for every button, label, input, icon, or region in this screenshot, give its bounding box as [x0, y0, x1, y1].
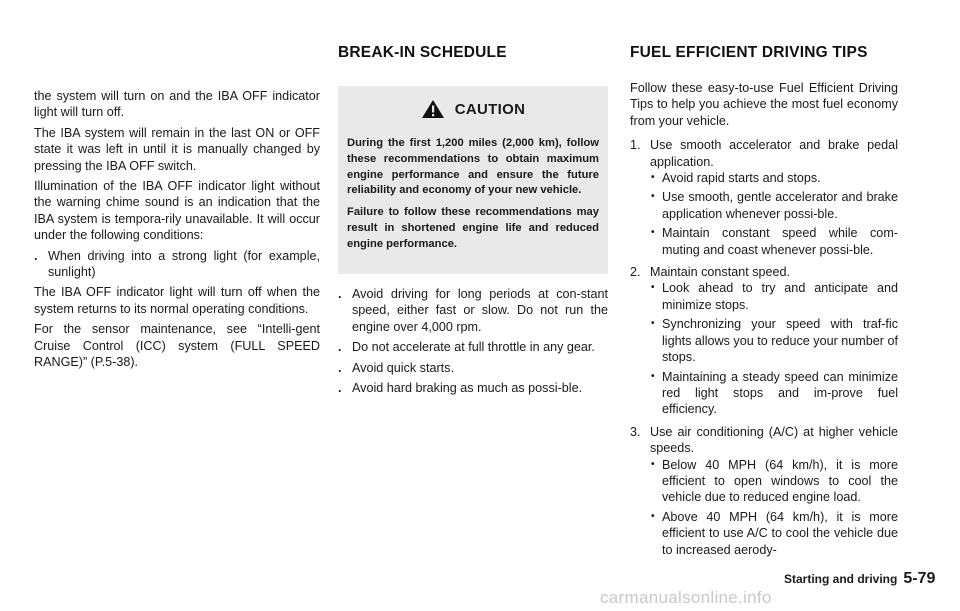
list-item-text: Avoid quick starts. — [352, 360, 454, 375]
list-item-text: Avoid driving for long periods at con-stant speed, either fast or slow. Do not run the engine over 4,000 rpm. — [352, 287, 608, 334]
page-footer — [784, 570, 935, 588]
item-number: 2. — [630, 265, 641, 280]
bullet-icon: . — [34, 248, 38, 263]
caution-title: CAUTION — [454, 100, 526, 118]
sub-list-item — [651, 170, 898, 186]
bullet-icon: • — [651, 191, 655, 203]
list-item — [338, 286, 608, 335]
list-item — [338, 380, 608, 396]
bullet-icon: • — [651, 458, 655, 470]
sub-list-item — [651, 509, 898, 558]
sub-list-item — [651, 369, 898, 418]
item-text: Use air conditioning (A/C) at higher vehicle speeds. — [650, 424, 898, 456]
paragraph: The IBA system will remain in the last ON or OFF state it was left in until it is manually changed by pressing the IBA OFF switch. — [34, 125, 320, 173]
warning-triangle-icon — [421, 99, 445, 119]
sub-item-text: Use smooth, gentle accelerator and brake application whenever possi-ble. — [662, 190, 898, 221]
bullet-icon: . — [338, 340, 342, 355]
list-item-text: Avoid hard braking as much as possi-ble. — [352, 381, 583, 396]
sub-list — [651, 457, 898, 558]
bullet-icon: • — [651, 227, 655, 239]
watermark-text: carmanualsonline.info — [600, 588, 772, 607]
numbered-item — [630, 137, 898, 170]
bullet-icon: • — [651, 318, 655, 330]
column-right — [630, 80, 898, 561]
fuel-intro: Follow these easy-to-use Fuel Efficient Driving Tips to help you achieve the most fuel economy from your vehicle. — [630, 81, 898, 128]
sub-list-item — [651, 225, 898, 258]
caution-paragraph: Failure to follow these recommendations may result in shortened engine life and reduced engine performance. — [347, 206, 599, 250]
paragraph: Illumination of the IBA OFF indicator light without the warning chime sound is an indication that the IBA system is tempora-rily unavailable. It will occur under the following conditions: — [34, 179, 320, 243]
page-number: 5-79 — [903, 570, 936, 587]
item-number: 3. — [630, 424, 641, 439]
paragraph: the system will turn on and the IBA OFF indicator light will turn off. — [34, 89, 320, 120]
sub-item-text: Above 40 MPH (64 km/h), it is more efficient to use A/C to cool the vehicle due to increased aerody- — [662, 509, 898, 557]
item-text: Maintain constant speed. — [650, 265, 791, 280]
sub-item-text: Avoid rapid starts and stops. — [662, 171, 821, 186]
footer-section-title: Starting and driving — [784, 572, 898, 586]
list-item — [34, 248, 320, 281]
caution-box — [338, 86, 608, 274]
sub-list-item — [651, 189, 898, 222]
sub-item-text: Maintaining a steady speed can minimize red light stops and im-prove fuel efficiency. — [662, 369, 898, 417]
numbered-item — [630, 424, 898, 457]
list-item — [338, 339, 608, 355]
column-left — [34, 88, 320, 375]
item-text: Use smooth accelerator and brake pedal application. — [650, 138, 898, 169]
numbered-item — [630, 264, 898, 280]
bullet-icon: • — [651, 282, 655, 294]
bullet-icon: . — [338, 381, 342, 396]
sub-list — [651, 280, 898, 417]
bullet-icon: • — [651, 172, 655, 184]
paragraph: The IBA OFF indicator light will turn off when the system returns to its normal operating conditions. — [34, 285, 320, 316]
caution-header — [338, 98, 608, 120]
sub-list-item — [651, 457, 898, 506]
list-item-text: When driving into a strong light (for example, sunlight) — [48, 248, 320, 280]
sub-item-text: Below 40 MPH (64 km/h), it is more efficient to open windows to cool the vehicle due to reduced engine load. — [662, 457, 898, 505]
bullet-icon: • — [651, 510, 655, 522]
sub-item-text: Maintain constant speed while com-muting and coast whenever possi-ble. — [662, 226, 898, 257]
sub-item-text: Synchronizing your speed with traf-fic lights allows you to reduce your number of stops. — [662, 317, 898, 365]
item-number: 1. — [630, 138, 641, 153]
bullet-icon: • — [651, 370, 655, 382]
sub-list — [651, 170, 898, 258]
bullet-icon: . — [338, 360, 342, 375]
list-item-text: Do not accelerate at full throttle in any gear. — [352, 340, 595, 355]
sub-item-text: Look ahead to try and anticipate and minimize stops. — [662, 281, 898, 312]
list-item — [338, 360, 608, 376]
heading-fuel-efficient-tips: FUEL EFFICIENT DRIVING TIPS — [630, 44, 868, 61]
sub-list-item — [651, 316, 898, 365]
break-in-list — [338, 286, 608, 400]
caution-body — [338, 136, 608, 253]
paragraph: For the sensor maintenance, see “Intelli-gent Cruise Control (ICC) system (FULL SPEED RANGE)” (P.5-38). — [34, 322, 320, 370]
heading-break-in-schedule: BREAK-IN SCHEDULE — [338, 44, 507, 61]
caution-paragraph: During the first 1,200 miles (2,000 km), follow these recommendations to obtain maximum engine performance and ensure the future reliability and economy of your new vehicle. — [347, 137, 599, 197]
sub-list-item — [651, 280, 898, 313]
bullet-icon: . — [338, 287, 342, 301]
